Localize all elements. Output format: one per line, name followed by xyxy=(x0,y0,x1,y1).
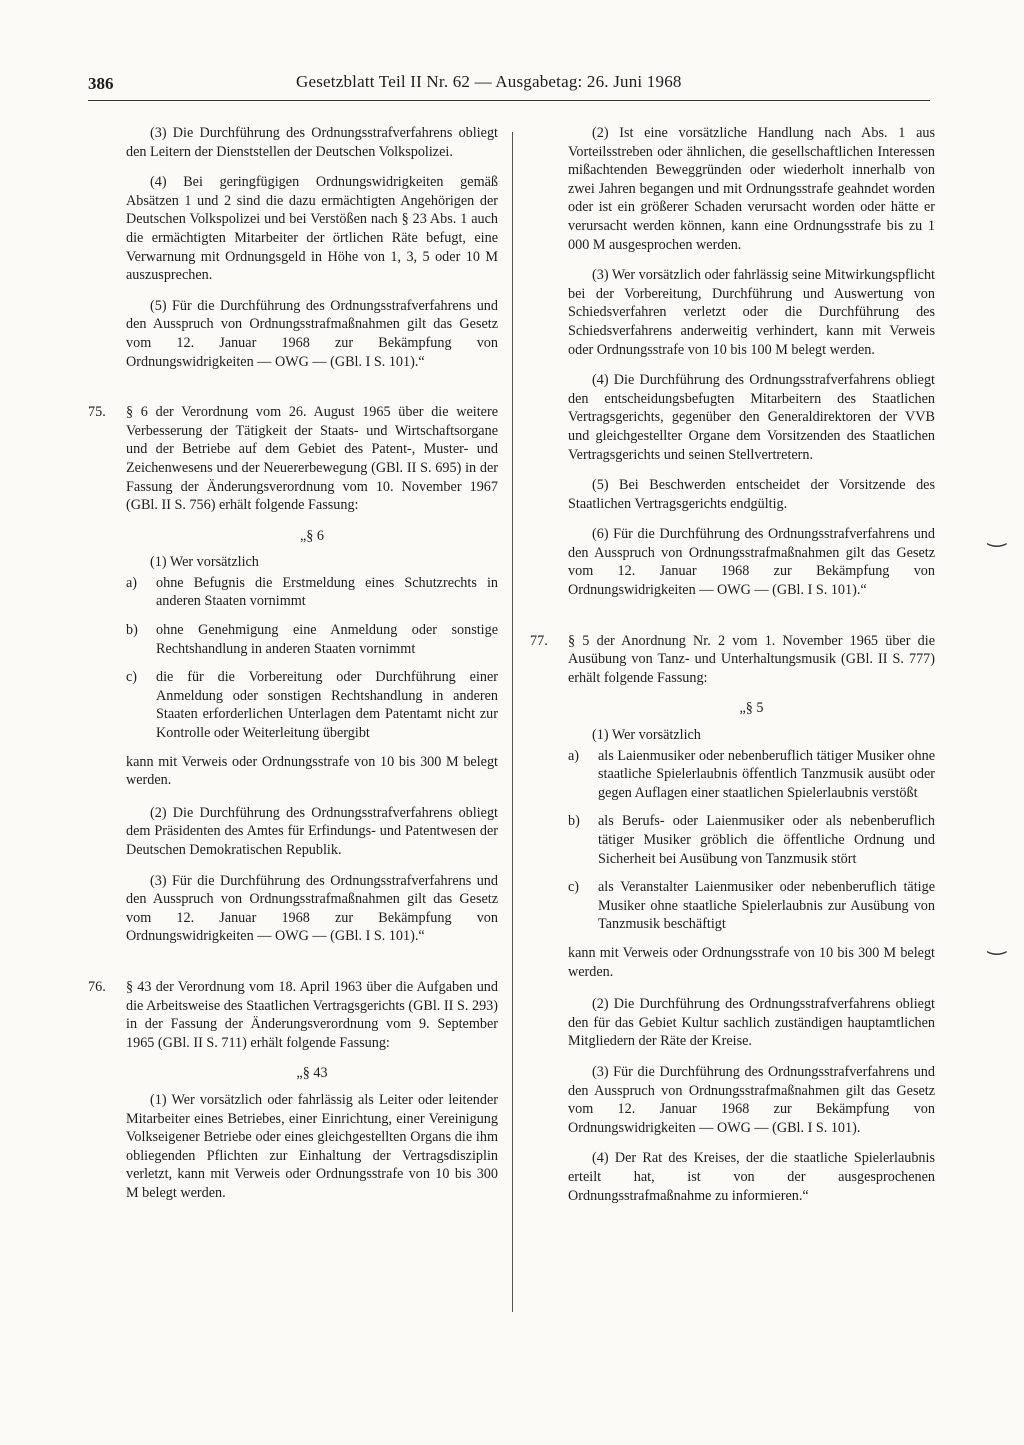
item-text: § 5 der Anordnung Nr. 2 vom 1. November 1965 über die Ausübung von Tanz- und Unterhaltungsmusik (GBl. II S. 777) erhält folgende Fassung: xyxy=(568,632,935,686)
item-number: 75. xyxy=(88,404,106,421)
section-heading: „§ 43 xyxy=(296,1065,328,1082)
list-text: als Laienmusiker oder nebenberuflich tätiger Musiker ohne staatliche Spielerlaubnis öffentlich Tanzmusik ausübt oder gegen Auflagen einer staatlichen Spielerlaubnis verstößt xyxy=(598,747,935,801)
paragraph: (5) Bei Beschwerden entscheidet der Vorsitzende des Staatlichen Vertragsgerichts endgültig. xyxy=(568,477,935,512)
item-77 xyxy=(530,632,935,688)
item-number: 76. xyxy=(88,978,106,995)
paragraph: (3) Für die Durchführung des Ordnungsstrafverfahrens und den Ausspruch von Ordnungsstrafmaßnahmen gilt das Gesetz vom 12. Januar 1968 zur Bekämpfung von Ordnungswidrigkeiten — OWG — (GBl. I S. 101). xyxy=(568,1063,935,1136)
paragraph: (1) Wer vorsätzlich oder fahrlässig als Leiter oder leitender Mitarbeiter eines Betriebes, einer Einrichtung, einer Vereinigung Volkseigener Betriebe oder eines gleichgestellten Organs die ihm obliegenden Pflichten zur Einhaltung der Vertragsdisziplin verletzt, kann mit Verweis oder Ordnungsstrafe von 10 bis 300 M belegt werden. xyxy=(126,1091,498,1201)
page-number: 386 xyxy=(88,74,114,93)
list-item xyxy=(88,574,498,611)
list-text: als Berufs- oder Laienmusiker oder als nebenberuflich tätiger Musiker gröblich die öffentliche Ordnung und Sicherheit bei Ausübung von Tanzmusik stört xyxy=(598,813,935,867)
item-number: 77. xyxy=(530,632,548,649)
item-text: § 6 der Verordnung vom 26. August 1965 über die weitere Verbesserung der Tätigkeit der Staats- und Wirtschaftsorgane und der Betriebe auf dem Gebiet des Patent-, Muster- und Zeichenwesens und der Neuererbewegung (GBl. II S. 695) in der Fassung der Änderungsverordnung vom 10. November 1967 (GBl. II S. 756) erhält folgende Fassung: xyxy=(126,404,498,514)
paragraph: (3) Die Durchführung des Ordnungsstrafverfahrens obliegt den Leitern der Dienststellen der Deutschen Volkspolizei. xyxy=(126,125,498,160)
paragraph: (3) Für die Durchführung des Ordnungsstrafverfahrens und den Ausspruch von Ordnungsstrafmaßnahmen gilt das Gesetz vom 12. Januar 1968 zur Bekämpfung von Ordnungswidrigkeiten — OWG — (GBl. I S. 101).“ xyxy=(126,872,498,945)
paragraph: (2) Ist eine vorsätzliche Handlung nach Abs. 1 aus Vorteilsstreben oder ähnlichen, die gesellschaftlichen Interessen mißachtenden Beweggründen oder wiederholt innerhalb von zwei Jahren begangen und mit Ordnungsstrafe geahndet worden oder ist ein größerer Schaden verursacht worden oder hätte er verursacht werden können, kann eine Ordnungsstrafe bis zu 1 000 M ausgesprochen werden. xyxy=(568,125,935,253)
column-divider xyxy=(512,132,513,1312)
list-label: a) xyxy=(568,747,580,764)
list-item xyxy=(530,747,935,803)
list-item xyxy=(88,621,498,658)
right-column xyxy=(530,124,935,1217)
list-item xyxy=(88,668,498,742)
list-label: c) xyxy=(568,879,580,896)
item-76 xyxy=(88,978,498,1052)
page-header xyxy=(88,70,930,101)
list-label: c) xyxy=(126,669,138,686)
list-text: ohne Genehmigung eine Anmeldung oder sonstige Rechtshandlung in anderen Staaten vornimmt xyxy=(156,622,498,657)
item-75 xyxy=(88,403,498,515)
left-column xyxy=(88,124,498,1215)
section-heading: „§ 6 xyxy=(299,527,325,544)
list-label: a) xyxy=(126,574,138,591)
list-item xyxy=(530,878,935,934)
subsection-intro: (1) Wer vorsätzlich xyxy=(592,727,701,744)
list-text: ohne Befugnis die Erstmeldung eines Schutzrechts in anderen Staaten vornimmt xyxy=(156,574,498,610)
paragraph: (2) Die Durchführung des Ordnungsstrafverfahrens obliegt den für das Gebiet Kultur sachlich zuständigen hauptamtlichen Mitgliedern der Räte der Kreise. xyxy=(568,996,935,1050)
paragraph: (4) Bei geringfügigen Ordnungswidrigkeiten gemäß Absätzen 1 und 2 sind die dazu ermächtigten Angehörigen der Deutschen Volkspolizei und bei Verstößen nach § 23 Abs. 1 auch die ermächtigten Mitarbeiter der örtlichen Räte befugt, eine Verwarnung mit Ordnungsgeld in Höhe von 1, 3, 5 oder 10 M auszusprechen. xyxy=(126,174,498,284)
paragraph: (6) Für die Durchführung des Ordnungsstrafverfahrens und den Ausspruch von Ordnungsstrafmaßnahmen gilt das Gesetz vom 12. Januar 1968 zur Bekämpfung von Ordnungswidrigkeiten — OWG — (GBl. I S. 101).“ xyxy=(568,526,935,599)
penalty-clause: kann mit Verweis oder Ordnungsstrafe von 10 bis 300 M belegt werden. xyxy=(568,944,935,980)
penalty-clause: kann mit Verweis oder Ordnungsstrafe von 10 bis 300 M belegt werden. xyxy=(126,753,498,789)
margin-mark-icon: ‿ xyxy=(988,522,1006,547)
list-label: b) xyxy=(568,813,580,830)
paragraph: (2) Die Durchführung des Ordnungsstrafverfahrens obliegt dem Präsidenten des Amtes für Erfindungs- und Patentwesen der Deutschen Demokratischen Republik. xyxy=(126,804,498,858)
list-text: die für die Vorbereitung oder Durchführung einer Anmeldung oder sonstigen Rechtshandlung in anderen Staaten erforderlichen Unterlagen dem Patentamt nicht zur Kontrolle oder Weiterleitung übergibt xyxy=(156,669,498,742)
list-item xyxy=(530,812,935,868)
list-label: b) xyxy=(126,622,138,639)
section-heading: „§ 5 xyxy=(739,700,764,717)
subsection-intro: (1) Wer vorsätzlich xyxy=(150,554,259,571)
header-title: Gesetzblatt Teil II Nr. 62 — Ausgabetag: 26. Juni 1968 xyxy=(296,72,682,91)
paragraph: (5) Für die Durchführung des Ordnungsstrafverfahrens und den Ausspruch von Ordnungsstrafmaßnahmen gilt das Gesetz vom 12. Januar 1968 zur Bekämpfung von Ordnungswidrigkeiten — OWG — (GBl. I S. 101).“ xyxy=(126,297,498,370)
paragraph: (3) Wer vorsätzlich oder fahrlässig seine Mitwirkungspflicht bei der Vorbereitung, Durchführung und Auswertung von Schiedsverfahren verletzt oder die Durchführung des Schiedsverfahrens anderweitig verhindert, kann mit Verweis oder Ordnungsstrafe von 10 bis 100 M belegt werden. xyxy=(568,267,935,358)
item-text: § 43 der Verordnung vom 18. April 1963 über die Aufgaben und die Arbeitsweise des Staatlichen Vertragsgerichts (GBl. II S. 293) in der Fassung der Änderungsverordnung vom 9. September 1965 (GBl. II S. 711) erhält folgende Fassung: xyxy=(126,978,498,1051)
paragraph: (4) Der Rat des Kreises, der die staatliche Spielerlaubnis erteilt hat, ist von der ausgesprochenen Ordnungsstrafmaßnahme zu informieren.“ xyxy=(568,1150,935,1204)
margin-mark-icon: ‿ xyxy=(988,930,1006,955)
list-text: als Veranstalter Laienmusiker oder nebenberuflich tätige Musiker ohne staatliche Spielerlaubnis zur Ausübung von Tanzmusik beschäftigt xyxy=(598,879,935,933)
paragraph: (4) Die Durchführung des Ordnungsstrafverfahrens obliegt den entscheidungsbefugten Mitarbeitern des Staatlichen Vertragsgerichts, gegenüber den Generaldirektoren der VVB und gleichgestellter Organe dem Vorsitzenden des Staatlichen Vertragsgerichts und seinen Stellvertretern. xyxy=(568,372,935,463)
